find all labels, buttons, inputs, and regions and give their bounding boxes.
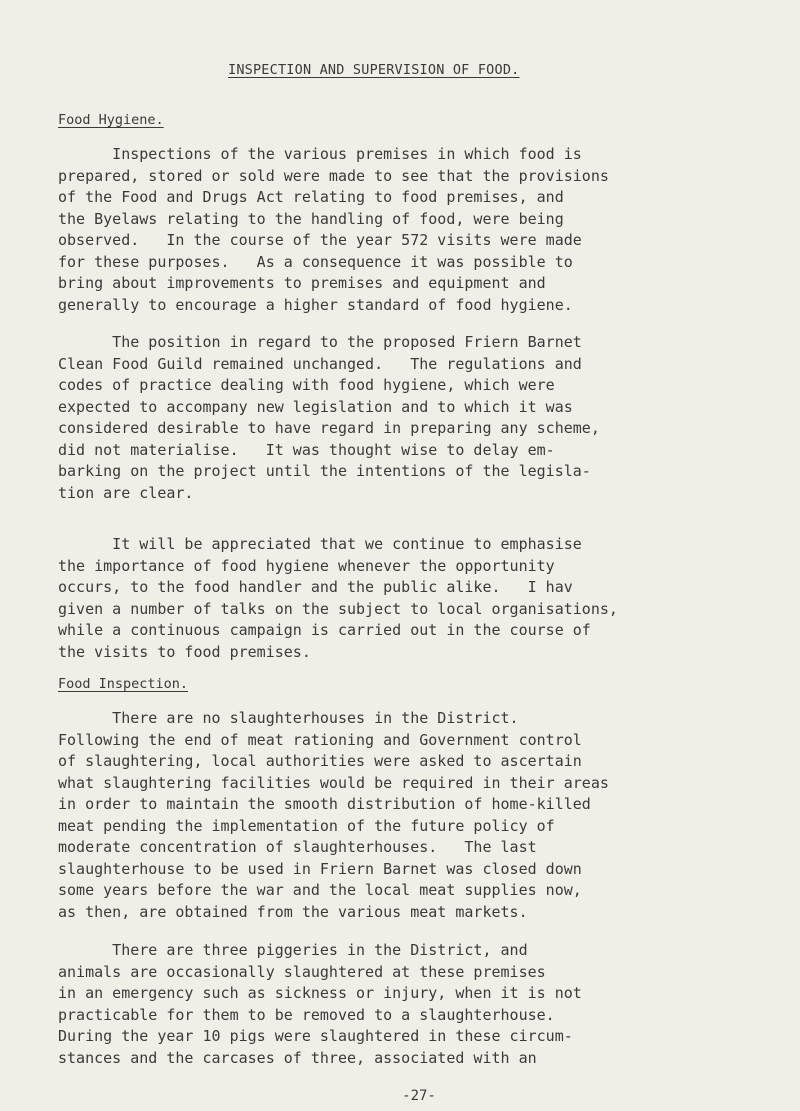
page-title: INSPECTION AND SUPERVISION OF FOOD. — [228, 62, 520, 78]
paragraph: It will be appreciated that we continue to emphasise the importance of food hygiene whenever the opportunity occurs, to the food handler and the public alike. I hav given a number of talks on the subject to local organisations, while a continuous campaign is carried out in the course of the visits to food premises. — [58, 535, 618, 661]
paragraph: Inspections of the various premises in which food is prepared, stored or sold were made to see that the provisions of the Food and Drugs Act relating to food premises, and the Byelaws relating to the handling of food, were being observed. In the course of the year 572 visits were made for these purposes. As a consequence it was possible to bring about improvements to premises and equipment and generally to encourage a higher standard of food hygiene. — [58, 145, 609, 314]
section-heading-food-hygiene: Food Hygiene. — [58, 112, 164, 128]
paragraph: The position in regard to the proposed Friern Barnet Clean Food Guild remained unchanged. The regulations and codes of practice dealing with food hygiene, which were expected to accompany new legislation and to which it was considered desirable to have regard in preparing any scheme, did not materialise. It was thought wise to delay em- barking on the project until the intentions of the legisla- tion are clear. — [58, 333, 600, 502]
paragraph: There are no slaughterhouses in the District. Following the end of meat rationing and Government control of slaughtering, local authorities were asked to ascertain what slaughtering facilities would be required in their areas in order to maintain the smooth distribution of home-killed meat pending the implementation of the future policy of moderate concentration of slaughterhouses. The last slaughterhouse to be used in Friern Barnet was closed down some years before the war and the local meat supplies now, as then, are obtained from the various meat markets. — [58, 709, 609, 921]
page-number: -27- — [402, 1088, 436, 1104]
section-heading-food-inspection: Food Inspection. — [58, 676, 189, 692]
paragraph: There are three piggeries in the District, and animals are occasionally slaughtered at these premises in an emergency such as sickness or injury, when it is not practicable for them to be removed to a slaughterhouse. During the year 10 pigs were slaughtered in these circum- stances and the carcases of three, associated with an — [58, 941, 582, 1067]
